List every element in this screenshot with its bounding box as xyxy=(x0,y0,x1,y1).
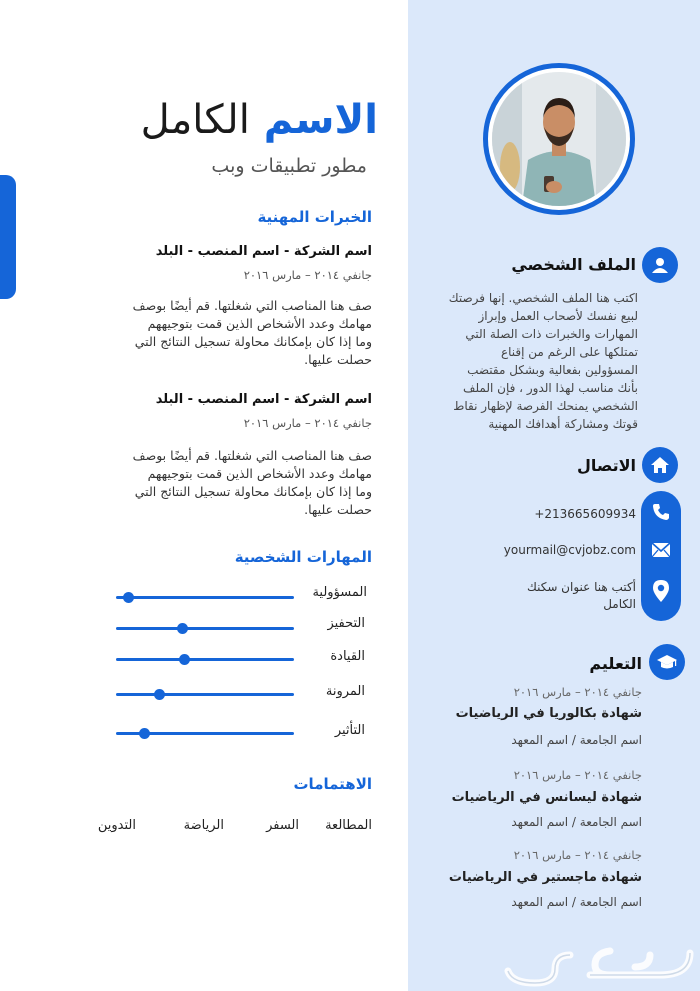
edu-3-date: جانفي ٢٠١٤ – مارس ٢٠١٦ xyxy=(513,848,642,862)
skill-label-3: القيادة xyxy=(330,649,365,664)
profile-line-6: بأنك مناسب لهذا الدور ، فإن الملف xyxy=(463,381,638,395)
phone-number[interactable]: +213665609934 xyxy=(534,507,636,521)
watermark-logo xyxy=(500,935,700,991)
profile-text xyxy=(428,289,638,433)
interest-2: السفر xyxy=(266,818,299,833)
education-heading: التعليم xyxy=(589,654,642,673)
skill-bar-5 xyxy=(116,732,294,735)
edu-3-inst: اسم الجامعة / اسم المعهد xyxy=(511,895,642,909)
home-icon xyxy=(642,447,678,483)
job-1-line-3: وما إذا كان بإمكانك محاولة تسجيل النتائج التي xyxy=(134,334,372,349)
job-2-line-1: صف هنا المناصب التي شغلتها. قم أيضًا بوصف xyxy=(132,448,372,463)
full-name xyxy=(141,93,378,147)
job-2-line-4: حصلت عليها. xyxy=(304,502,372,517)
skill-level-marker-2 xyxy=(177,623,188,634)
job-1-line-2: مهامك وعدد الأشخاص الذين قمت بتوجيههم xyxy=(147,316,372,331)
edu-1-date: جانفي ٢٠١٤ – مارس ٢٠١٦ xyxy=(513,685,642,699)
graduation-cap-icon xyxy=(649,644,685,680)
profile-line-3: المهارات والخبرات ذات الصلة التي xyxy=(465,327,638,341)
job-2-line-2: مهامك وعدد الأشخاص الذين قمت بتوجيههم xyxy=(147,466,372,481)
profile-photo xyxy=(492,72,626,206)
job-2-date: جانفي ٢٠١٤ – مارس ٢٠١٦ xyxy=(243,416,372,430)
profile-line-7: الشخصي يمنحك الفرصة لإظهار نقاط xyxy=(453,399,638,413)
address xyxy=(527,579,636,613)
skill-level-marker-4 xyxy=(154,689,165,700)
interest-4: التدوين xyxy=(97,818,136,833)
experience-heading: الخبرات المهنية xyxy=(257,208,372,226)
address-line-2: الكامل xyxy=(603,597,636,611)
profile-line-8: قوتك ومشاركة أهدافك المهنية xyxy=(488,417,638,431)
skills-heading: المهارات الشخصية xyxy=(234,548,372,566)
job-2-description xyxy=(72,447,372,519)
skill-level-marker-3 xyxy=(179,654,190,665)
edu-1-inst: اسم الجامعة / اسم المعهد xyxy=(511,733,642,747)
skill-label-1: المسؤولية xyxy=(312,585,367,600)
email-address[interactable]: yourmail@cvjobz.com xyxy=(503,543,636,557)
user-icon xyxy=(642,247,678,283)
edu-3-title: شهادة ماجستير في الرياضيات xyxy=(448,870,642,885)
skill-label-4: المرونة xyxy=(325,684,365,699)
phone-icon xyxy=(651,502,671,526)
mail-icon xyxy=(651,542,671,562)
skill-bar-1 xyxy=(116,596,294,599)
job-2-line-3: وما إذا كان بإمكانك محاولة تسجيل النتائج التي xyxy=(134,484,372,499)
interest-1: المطالعة xyxy=(325,818,372,833)
job-2-head: اسم الشركة - اسم المنصب - البلد xyxy=(155,392,372,407)
skill-level-marker-5 xyxy=(139,728,150,739)
skill-bar-2 xyxy=(116,627,294,630)
edu-2-date: جانفي ٢٠١٤ – مارس ٢٠١٦ xyxy=(513,768,642,782)
profile-line-5: المسؤولين بفعالية وبشكل مقتضب xyxy=(467,363,638,377)
interest-3: الرياضة xyxy=(183,818,224,833)
profile-line-2: لبيع نفسك لأصحاب العمل وإبراز xyxy=(478,309,638,323)
skill-label-2: التحفيز xyxy=(327,616,365,631)
profile-line-4: تمتلكها على الرغم من إقناع xyxy=(500,345,638,359)
profile-heading: الملف الشخصي xyxy=(511,255,636,274)
edu-2-inst: اسم الجامعة / اسم المعهد xyxy=(511,815,642,829)
skill-level-marker-1 xyxy=(123,592,134,603)
contact-heading: الاتصال xyxy=(576,456,636,475)
profile-line-1: اكتب هنا الملف الشخصي. إنها فرصتك xyxy=(448,291,638,305)
skill-bar-3 xyxy=(116,658,294,661)
skill-bar-4 xyxy=(116,693,294,696)
avatar xyxy=(483,63,635,215)
name-last: الكامل xyxy=(140,97,250,143)
skill-label-5: التأثير xyxy=(334,723,365,738)
job-1-line-1: صف هنا المناصب التي شغلتها. قم أيضًا بوصف xyxy=(132,298,372,313)
interests-heading: الاهتمامات xyxy=(293,775,372,793)
job-1-description xyxy=(72,297,372,369)
job-1-line-4: حصلت عليها. xyxy=(304,352,372,367)
job-1-head: اسم الشركة - اسم المنصب - البلد xyxy=(155,244,372,259)
job-title: مطور تطبيقات وبب xyxy=(211,155,367,177)
name-first: الاسم xyxy=(263,97,378,143)
job-1-date: جانفي ٢٠١٤ – مارس ٢٠١٦ xyxy=(243,268,372,282)
edu-1-title: شهادة بكالوريا في الرياضيات xyxy=(455,706,642,721)
location-pin-icon xyxy=(652,579,670,607)
left-accent-tab xyxy=(0,175,16,299)
edu-2-title: شهادة ليسانس في الرياضيات xyxy=(451,790,642,805)
address-line-1: أكتب هنا عنوان سكنك xyxy=(526,580,636,594)
